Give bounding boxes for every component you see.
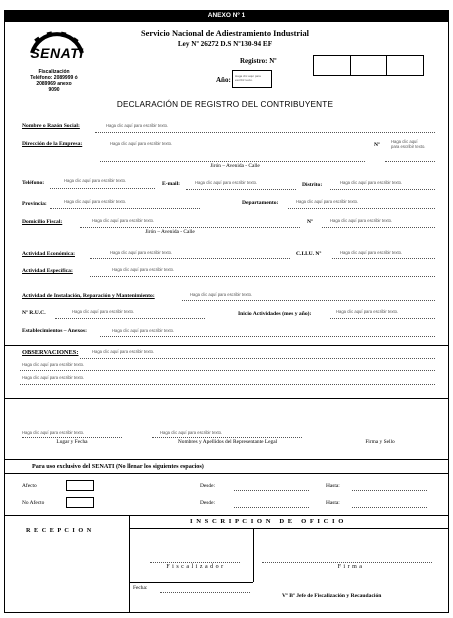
- numero-label: Nº: [374, 142, 380, 148]
- email-label: E-mail:: [162, 181, 181, 187]
- logo-phone-2: 2089969 anexo: [36, 81, 72, 87]
- fiscalizador-label: F i s c a l i z a d o r: [166, 564, 224, 570]
- distrito-line: [330, 189, 435, 190]
- domicilio-fiscal-label: Domicilio Fiscal:: [22, 219, 63, 225]
- jiron-caption-2: Jirón – Avenida - Calle: [145, 229, 195, 235]
- establecimientos-input[interactable]: Haga clic aquí para escribir texto.: [112, 328, 175, 333]
- afecto-checkbox[interactable]: [66, 480, 94, 491]
- nombre-representante-label: Nombres y Apellidos del Representante Legal: [177, 439, 278, 445]
- anio-box: [232, 70, 272, 88]
- ruc-line: [55, 318, 205, 319]
- anio-input[interactable]: Haga clic aquí para escribir texto.: [235, 74, 261, 82]
- actividad-economica-line: [90, 258, 290, 259]
- hasta-label-1: Hasta:: [326, 483, 340, 489]
- separator-observaciones: [5, 345, 448, 346]
- firma-line: [262, 562, 432, 563]
- registro-box-3[interactable]: [387, 56, 423, 75]
- establecimientos-label: Establecimientos – Anexos:: [22, 328, 87, 334]
- ciiu-input[interactable]: Haga clic aquí para escribir texto.: [340, 250, 403, 255]
- separator-exclusive: [5, 459, 448, 460]
- distrito-input[interactable]: Haga clic aquí para escribir texto.: [340, 180, 403, 185]
- domicilio-fiscal-input[interactable]: Haga clic aquí para escribir texto.: [92, 218, 155, 223]
- logo-phone-3: 9090: [48, 87, 60, 93]
- inicio-actividades-label: Inicio Actividades (mes y año):: [238, 311, 312, 317]
- numero-input[interactable]: Haga clic aquí para escribir texto.: [391, 139, 426, 150]
- jiron-caption: Jirón – Avenida - Calle: [210, 163, 260, 169]
- annex-title: ANEXO Nº 1: [207, 12, 246, 19]
- departamento-label: Departamento:: [242, 200, 279, 206]
- domicilio-line: [80, 227, 300, 228]
- footer-mid-divider: [253, 528, 254, 582]
- inscripcion-label: I N S C R I P C I O N D E O F I C I O: [190, 518, 345, 525]
- footer-top-border: [5, 515, 448, 516]
- telefono-input[interactable]: Haga clic aquí para escribir texto.: [64, 178, 127, 183]
- lugar-fecha-label: Lugar y Fecha: [56, 439, 88, 445]
- declaration-title: DECLARACIÓN DE REGISTRO DEL CONTRIBUYENTE: [116, 100, 334, 109]
- desde-label-1: Desde:: [200, 483, 215, 489]
- ciiu-label: C.I.I.U. Nº: [296, 251, 322, 257]
- direccion-line: [100, 161, 365, 162]
- actividad-instalacion-input[interactable]: Haga clic aquí para escribir texto.: [190, 292, 253, 297]
- lugar-fecha-input[interactable]: Haga clic aquí para escribir texto.: [22, 430, 85, 435]
- actividad-especifica-input[interactable]: Haga clic aquí para escribir texto.: [112, 267, 175, 272]
- telefono-line: [50, 188, 155, 189]
- direccion-input[interactable]: Haga clic aquí para escribir texto.: [110, 141, 173, 146]
- anio-label: Año:: [216, 76, 231, 84]
- logo-brand: SENATI: [30, 45, 84, 61]
- law-reference: Ley Nº 26272 D.S Nº130-94 EF: [177, 40, 273, 48]
- observaciones-input-3[interactable]: Haga clic aquí para escribir texto.: [22, 375, 85, 380]
- footer-inscripcion-underline: [129, 528, 448, 529]
- ruc-label: Nº R.U.C.: [22, 310, 46, 316]
- hasta-line-2: [352, 507, 427, 508]
- firma-sello-label: Firma y Sello: [365, 439, 395, 445]
- afecto-label: Afecto: [22, 483, 37, 489]
- actividad-economica-label: Actividad Económica:: [22, 251, 75, 257]
- no-afecto-label: No Afecto: [22, 500, 45, 506]
- provincia-input[interactable]: Haga clic aquí para escribir texto.: [64, 199, 127, 204]
- actividad-especifica-label: Actividad Específica:: [22, 268, 73, 274]
- hasta-label-2: Hasta:: [326, 500, 340, 506]
- actividad-economica-input[interactable]: Haga clic aquí para escribir texto.: [110, 250, 173, 255]
- observaciones-input-2[interactable]: Haga clic aquí para escribir texto.: [22, 362, 85, 367]
- numero2-label: Nº: [307, 219, 313, 225]
- annex-title-bar: [4, 10, 449, 21]
- observaciones-input-1[interactable]: Haga clic aquí para escribir texto.: [92, 349, 155, 354]
- nombre-representante-input[interactable]: Haga clic aquí para escribir texto.: [160, 430, 223, 435]
- inicio-actividades-line: [330, 318, 435, 319]
- fiscalizador-line: [150, 562, 240, 563]
- distrito-label: Distrito:: [302, 182, 323, 188]
- observaciones-label: OBSERVACIONES:: [22, 349, 79, 356]
- departamento-line: [288, 208, 435, 209]
- fecha-line: [160, 592, 250, 593]
- telefono-label: Teléfono:: [22, 180, 45, 186]
- fecha-label: Fecha:: [133, 585, 148, 591]
- ciiu-line: [332, 258, 435, 259]
- separator-signatures: [5, 398, 448, 399]
- footer-divider-vertical: [129, 515, 130, 612]
- numero2-line: [322, 227, 435, 228]
- hasta-line-1: [352, 490, 427, 491]
- recepcion-label: R E C E P C I O N: [26, 527, 93, 534]
- numero-line: [385, 161, 435, 162]
- senati-logo: [26, 31, 88, 65]
- desde-line-1: [234, 490, 309, 491]
- ruc-input[interactable]: Haga clic aquí para escribir texto.: [72, 309, 135, 314]
- jefe-label: Vº Bº Jefe de Fiscalización y Recaudación: [282, 593, 382, 599]
- departamento-input[interactable]: Haga clic aquí para escribir texto.: [296, 199, 359, 204]
- email-line: [186, 189, 296, 190]
- direccion-label: Dirección de la Empresa:: [22, 141, 83, 147]
- actividad-instalacion-line: [182, 300, 435, 301]
- numero2-input[interactable]: Haga clic aquí para escribir texto.: [330, 218, 393, 223]
- actividad-instalacion-label: Actividad de Instalación, Reparación y Mantenimiento:: [22, 293, 155, 299]
- footer-lower-border: [129, 582, 253, 583]
- observaciones-line-2: [20, 370, 435, 371]
- email-input[interactable]: Haga clic aquí para escribir texto.: [195, 180, 258, 185]
- exclusive-note: Para uso exclusivo del SENATI (No llenar los siguientes espacios): [32, 463, 204, 470]
- razon-social-input[interactable]: Haga clic aquí para escribir texto.: [106, 123, 169, 128]
- nombre-representante-line: [152, 437, 302, 438]
- org-name: Servicio Nacional de Adiestramiento Industrial: [141, 29, 309, 38]
- registro-box-1[interactable]: [314, 56, 351, 75]
- lugar-fecha-line: [22, 437, 122, 438]
- registro-box-2[interactable]: [351, 56, 388, 75]
- razon-social-label: Nombre o Razón Social:: [22, 123, 80, 129]
- registro-boxes: [313, 55, 424, 76]
- observaciones-line-3: [20, 384, 435, 385]
- firma-label: F i r m a: [337, 564, 363, 570]
- logo-phone-1: Teléfono: 2089999 ó: [30, 75, 78, 81]
- inicio-actividades-input[interactable]: Haga clic aquí para escribir texto.: [336, 309, 399, 314]
- no-afecto-checkbox[interactable]: [66, 497, 94, 508]
- provincia-line: [50, 208, 200, 209]
- establecimientos-line: [100, 336, 435, 337]
- razon-social-line: [95, 132, 435, 133]
- observaciones-line-1: [80, 358, 435, 359]
- desde-line-2: [234, 507, 309, 508]
- actividad-especifica-line: [90, 276, 435, 277]
- registro-label: Registro: Nº: [240, 57, 277, 65]
- desde-label-2: Desde:: [200, 500, 215, 506]
- provincia-label: Provincia:: [22, 201, 47, 207]
- logo-dept: Fiscalización: [38, 69, 70, 75]
- exclusive-note-underline: [5, 473, 448, 474]
